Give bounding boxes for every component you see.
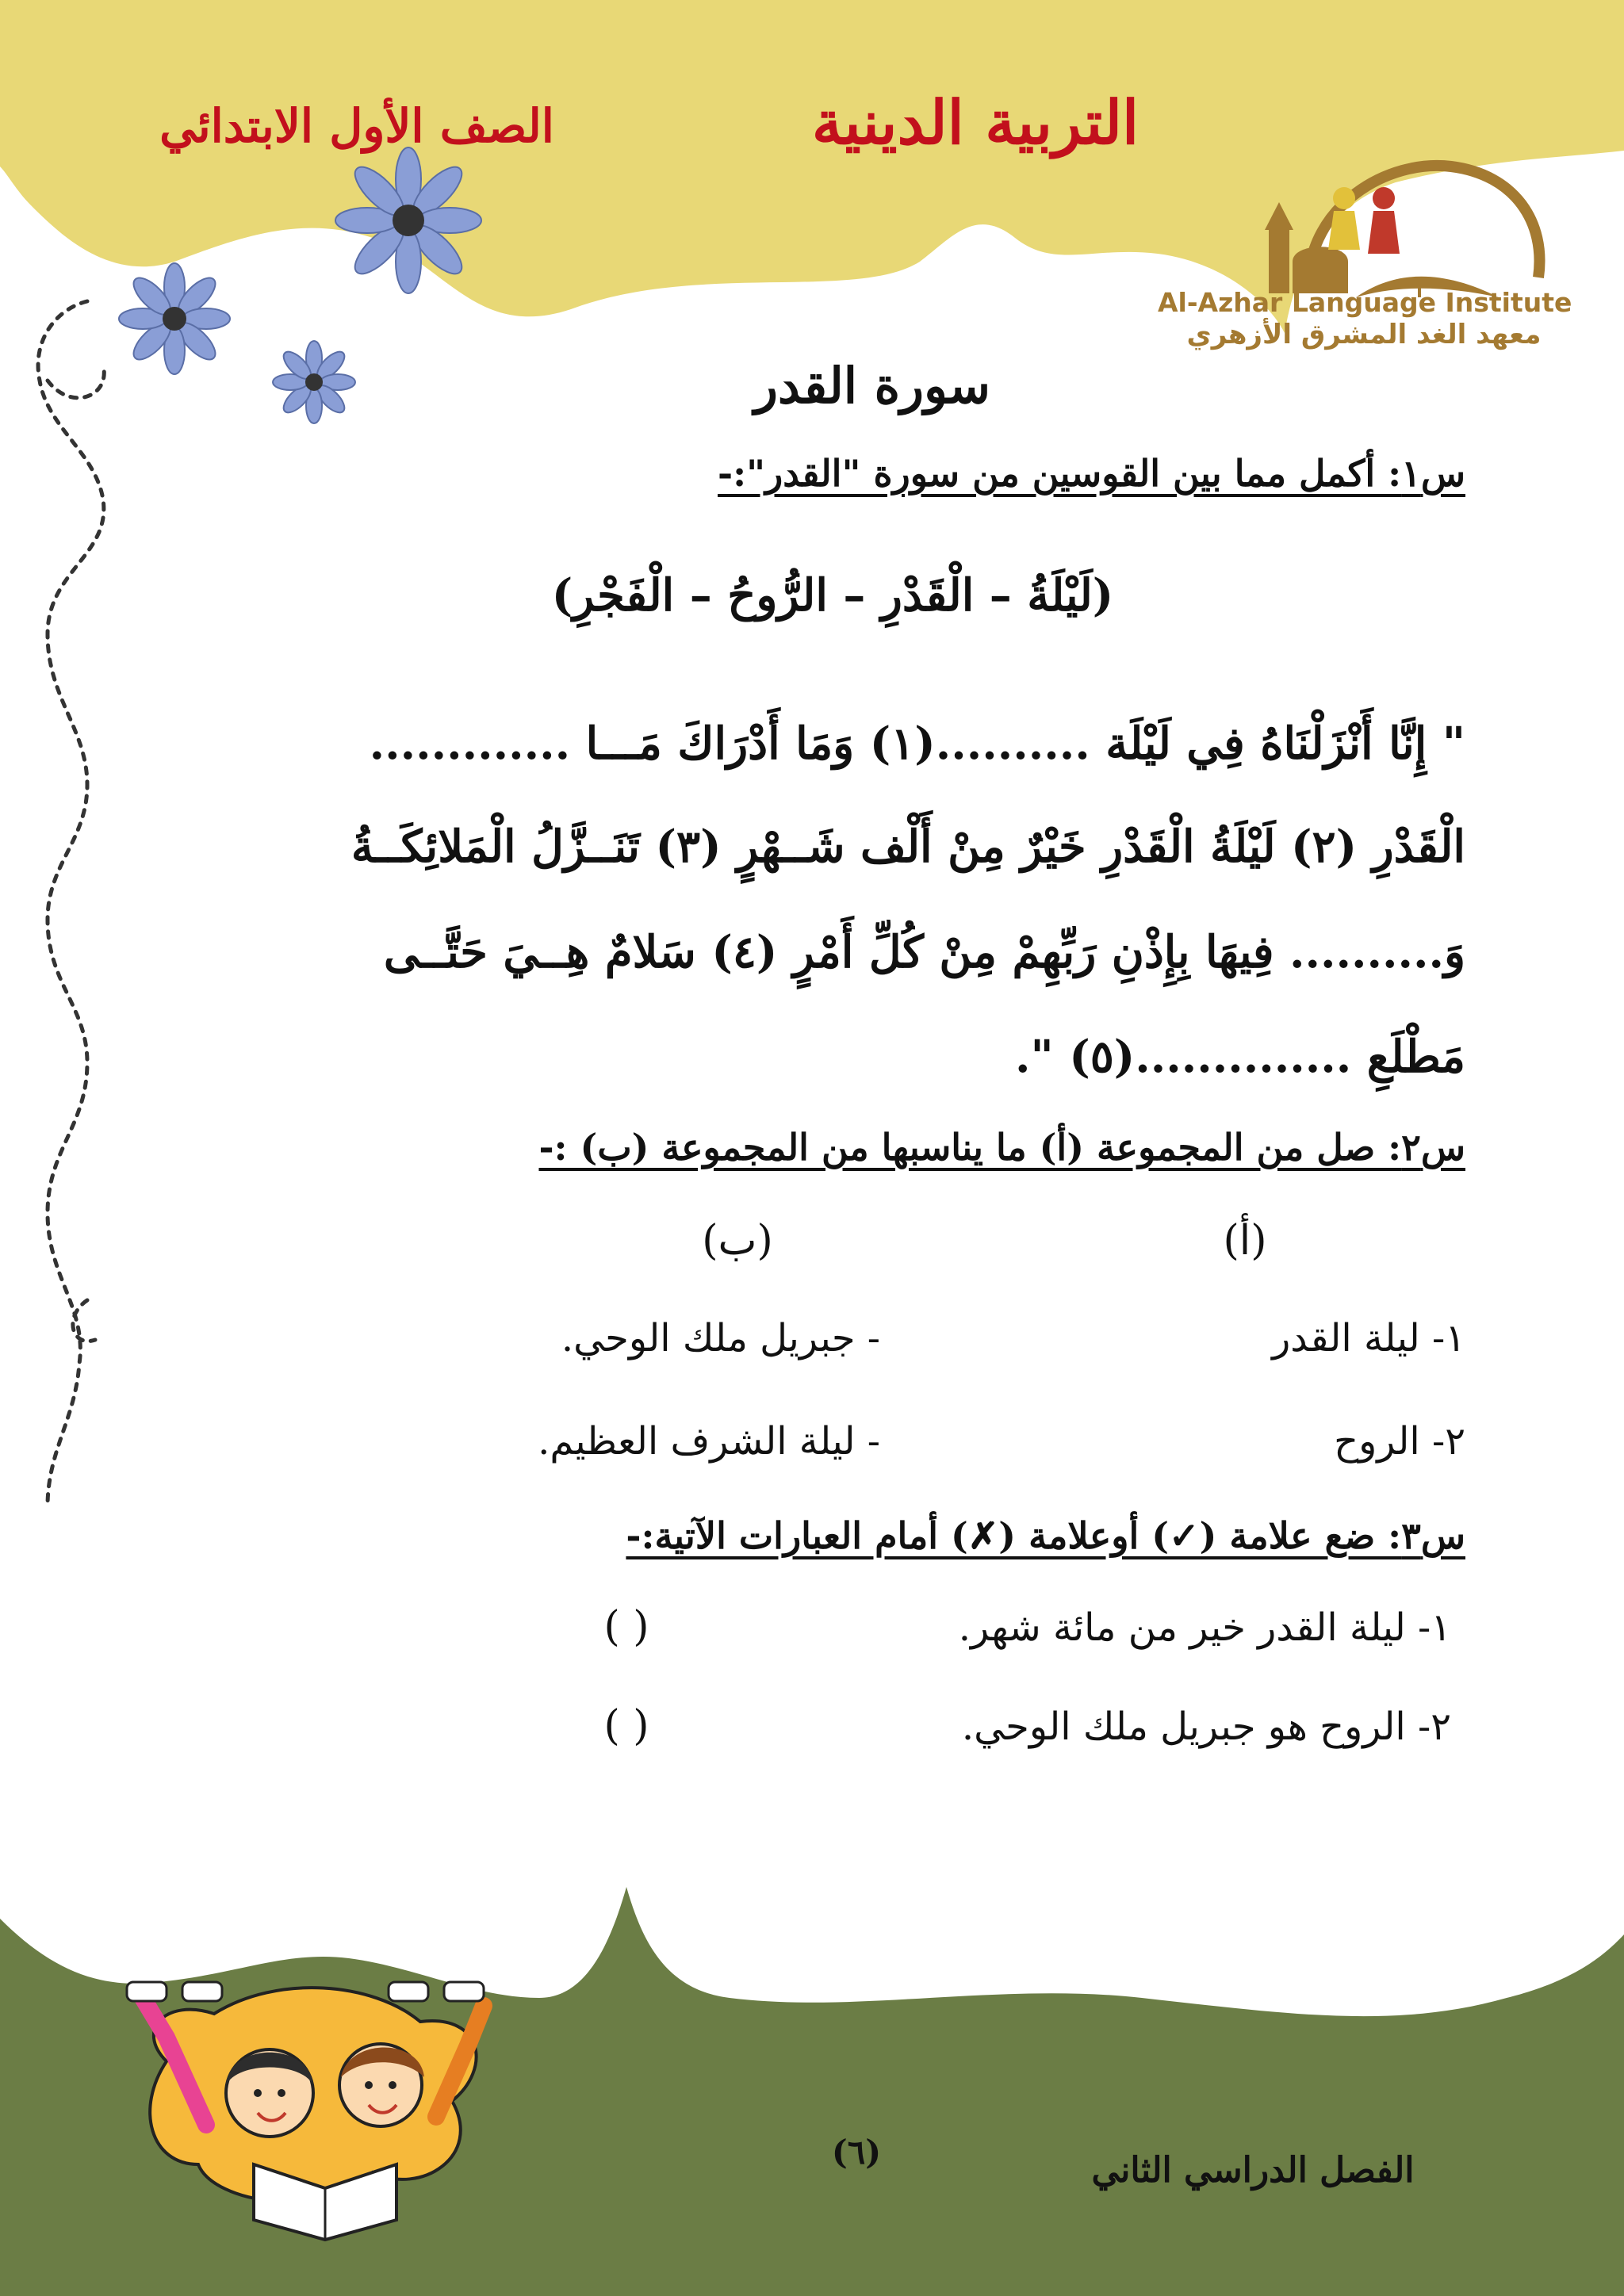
subject-title: التربية الدينية (811, 87, 1139, 158)
q1-verse-line-3: وَ.......... فِيهَا بِإِذْنِ رَبِّهِمْ مِنْ كُلِّ أَمْرٍ (٤) سَلامٌ هِــيَ حَتَّــى (383, 926, 1465, 978)
q2-col-b-item-1: - جبريل ملك الوحي. (561, 1316, 880, 1360)
term-label: الفصل الدراسي الثاني (1091, 2150, 1415, 2191)
q3-item-2: ٢- الروح هو جبريل ملك الوحي. (961, 1705, 1451, 1749)
q1-prompt: س١: أكمل مما بين القوسين من سورة "القدر":- (718, 452, 1465, 495)
surah-title: سورة القدر (754, 357, 990, 415)
flower-large (335, 147, 481, 293)
flower-medium (119, 263, 230, 374)
flower-small (273, 341, 355, 423)
q1-verse-line-1: " إِنَّا أَنْزَلْنَاهُ فِي لَيْلَة ..........(١) وَمَا أَدْرَاكَ مَـــا ............. (369, 718, 1465, 770)
q2-prompt: س٢: صل من المجموعة (أ) ما يناسبها من المجموعة (ب) :- (538, 1126, 1465, 1169)
q1-verse-line-2: الْقَدْرِ (٢) لَيْلَةُ الْقَدْرِ خَيْرٌ مِنْ أَلْف شَــهْرٍ (٣) تَنَــزَّلُ الْمَلائِكَــةُ (350, 821, 1465, 873)
top-yellow-band (0, 0, 1624, 333)
q3-answer-box-1[interactable]: ( ) (603, 1603, 649, 1651)
q3-answer-box-2[interactable]: ( ) (603, 1702, 649, 1750)
q1-choices: (لَيْلَةُ – الْقَدْرِ – الرُّوحُ – الْفَجْرِ) (551, 569, 1114, 622)
institute-name-en: Al-Azhar Language Institute (1158, 287, 1572, 318)
q2-col-a-item-2: ٢- الروح (1334, 1419, 1465, 1464)
q2-col-b-header: (ب) (702, 1217, 773, 1265)
q2-col-b-item-2: - ليلة الشرف العظيم. (538, 1419, 880, 1464)
q2-col-a-item-1: ١- ليلة القدر (1272, 1316, 1465, 1360)
q3-prompt: س٣: ضع علامة (✓) أوعلامة (✗) أمام العبارات الآتية:- (626, 1514, 1465, 1557)
grade-title: الصف الأول الابتدائي (159, 99, 554, 153)
page-number: (٦) (831, 2133, 882, 2172)
q2-col-a-header: (أ) (1223, 1217, 1267, 1265)
institute-name-ar: معهد الغد المشرق الأزهري (1186, 319, 1542, 350)
q3-item-1: ١- ليلة القدر خير من مائة شهر. (958, 1605, 1451, 1650)
dashed-swirl (38, 301, 104, 1506)
q1-verse-line-4: مَطْلَعِ ..............(٥) ". (1015, 1031, 1465, 1083)
